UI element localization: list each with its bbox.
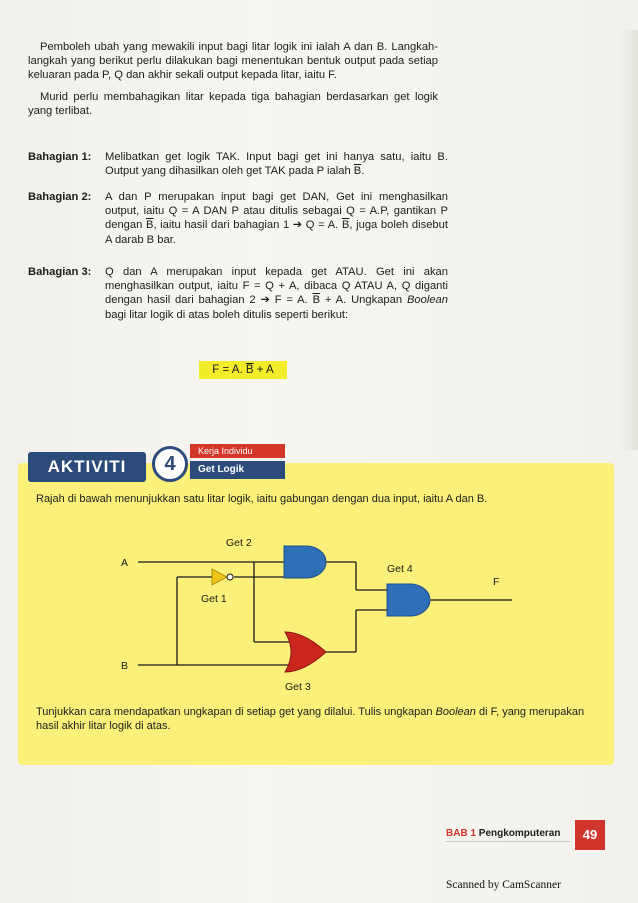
label-input-b: B: [121, 660, 129, 672]
or-gate-get3: [285, 632, 326, 672]
intro-paragraph-2: Murid perlu membahagikan litar kepada tiga bahagian berdasarkan get logik yang terlibat.: [28, 90, 438, 117]
circuit-wires: [138, 562, 512, 665]
label-get1: Get 1: [201, 593, 227, 605]
boolean-formula: F = A. $\overline{B} + A$: [199, 361, 287, 379]
activity-tag-individual: Kerja Individu: [190, 444, 285, 458]
activity-tag-topic: Get Logik: [190, 461, 285, 479]
not-gate-get1: [212, 569, 233, 585]
bahagian-text: Melibatkan get logik TAK. Input bagi get ini hanya satu, iaitu B. Output yang dihasilkan oleh get TAK pada P ialah $\overline{B}$.: [105, 151, 448, 178]
label-get4: Get 4: [387, 563, 413, 575]
footer-chapter: BAB 1 Pengkomputeran: [446, 828, 561, 839]
scanner-watermark: Scanned by CamScanner: [446, 879, 561, 891]
activity-question: Tunjukkan cara mendapatkan ungkapan di setiap get yang dilalui. Tulis ungkapan Boolean di F, yang merupakan hasil akhir litar logik di atas.: [36, 706, 585, 732]
page-number: 49: [575, 820, 605, 850]
bahagian-label: Bahagian 3:: [28, 266, 92, 278]
bahagian-label: Bahagian 1:: [28, 151, 92, 163]
intro-paragraph-1: Pemboleh ubah yang mewakili input bagi litar logik ini ialah A dan B. Langkah-langkah yang berikut perlu dilakukan bagi menentukan bentuk output pada setiap keluaran pada P, Q dan akhir sekali output kepada litar, iaitu F.: [28, 41, 438, 82]
bahagian-text: A dan P merupakan input bagi get DAN, Get ini menghasilkan output, iaitu Q = A DAN P atau ditulis sebagai Q = A.P, gantikan P dengan $\overline{B}$, iaitu hasil dari bahagian 1 ➔ Q = A. $\overline{B}$, juga boleh disebut A darab B bar.: [105, 191, 448, 246]
label-get2: Get 2: [226, 537, 252, 549]
and-gate-get4: [387, 584, 430, 616]
activity-title: AKTIVITI: [28, 452, 146, 482]
label-get3: Get 3: [285, 681, 311, 693]
label-output-f: F: [493, 576, 500, 588]
footer-divider: [446, 841, 570, 842]
and-gate-get2: [284, 546, 326, 578]
activity-intro: Rajah di bawah menunjukkan satu litar logik, iaitu gabungan dengan dua input, iaitu A dan B.: [36, 493, 488, 505]
activity-number: 4: [152, 446, 188, 482]
label-input-a: A: [121, 557, 129, 569]
bahagian-label: Bahagian 2:: [28, 191, 92, 203]
bahagian-text: Q dan A merupakan input kepada get ATAU. Get ini akan menghasilkan output, iaitu F = Q + A, dibaca Q ATAU A, Q diganti dengan hasil dari bahagian 2 ➔ F = A. $\overline{B} + A$. Ungkapan Boolean bagi litar logik di atas boleh ditulis seperti berikut:: [105, 266, 448, 321]
